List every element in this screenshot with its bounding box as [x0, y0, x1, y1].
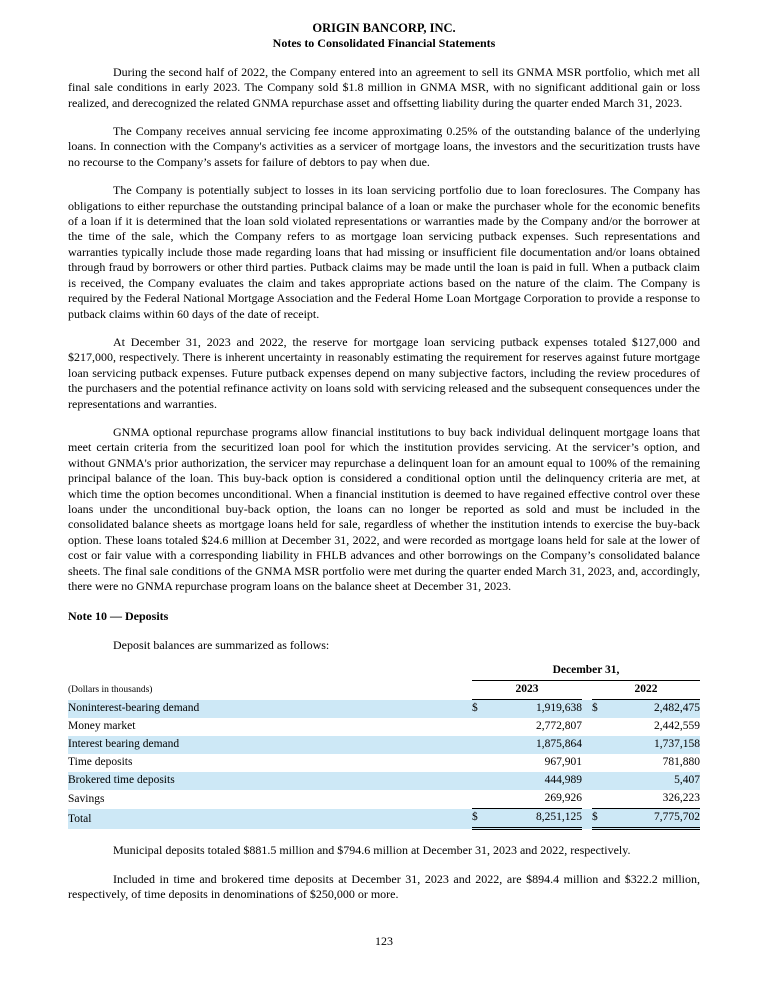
- total-value-2023: 8,251,125: [488, 809, 582, 829]
- value-2022: 781,880: [662, 756, 700, 769]
- paragraph-gnma-repurchase: GNMA optional repurchase programs allow financial institutions to buy back individual delinquent mortgage loans that meet certain criteria from the securitized loan pool for which the institution provides servicing. At the servicer’s option, and without GNMA's prior authorization, the servicer may repurchase a delinquent loan for an amount equal to 100% of the remaining principal balance of the loan. This buy-back option is considered a conditional option until the delinquency criteria are met, at which time the option becomes unconditional. When a financial institution is deemed to have regained effective control over these loans under the unconditional buy-back option, the loans can no longer be reported as sold and must be included in the consolidated balance sheets as mortgage loans held for sale, regardless of whether the institution intends to exercise the buy-back option. These loans totaled $24.6 million at December 31, 2022, and were recorded as mortgage loans held for sale at the lower of cost or fair value with a corresponding liability in FHLB advances and other borrowings on the Company’s consolidated balance sheets. The final sale conditions of the GNMA MSR portfolio were met during the quarter ended March 31, 2023, and, accordingly, there were no GNMA repurchase program loans on the balance sheet at December 31, 2023.: [68, 424, 700, 593]
- company-name: ORIGIN BANCORP, INC.: [312, 21, 456, 35]
- currency-symbol: [592, 772, 608, 790]
- value-2022: 326,223: [608, 790, 700, 809]
- row-label: Brokered time deposits: [68, 772, 472, 790]
- column-header-2022: 2022: [592, 681, 700, 700]
- currency-symbol: $: [472, 809, 488, 829]
- paragraph-putback-obligations: The Company is potentially subject to losses in its loan servicing portfolio due to loan foreclosures. The Company has obligations to either repurchase the outstanding principal balance of a loan or make the purchaser whole for the economic benefits of a loan if it is determined that the loan sold violated representations or warranties made by the Company and/or the borrower at the time of the sale, which the Company refers to as mortgage loan servicing putback expenses. Such representations and warranties typically include those made regarding loans that had missing or insufficient file documentation and/or loans obtained through fraud by borrowers or other third parties. Putback claims may be made until the loan is paid in full. When a putback claim is received, the Company evaluates the claim and takes appropriate actions based on the nature of the claim. The Company is required by the Federal National Mortgage Association and the Federal Home Loan Mortgage Corporation to provide a response to putback claims within 60 days of the date of receipt.: [68, 183, 700, 321]
- currency-symbol: [592, 718, 608, 736]
- paragraph-municipal-deposits: Municipal deposits totaled $881.5 million and $794.6 million at December 31, 2023 and 2022, respectively.: [113, 843, 631, 858]
- value-2023: 1,919,638: [488, 700, 582, 719]
- currency-symbol: [472, 754, 488, 772]
- table-row: [68, 772, 700, 790]
- note-heading: Note 10 — Deposits: [68, 609, 169, 624]
- currency-symbol: [472, 736, 488, 754]
- row-label: Time deposits: [68, 756, 133, 769]
- table-row: [68, 718, 700, 736]
- total-label: Total: [68, 809, 472, 829]
- value-2023: 967,901: [544, 756, 582, 769]
- table-row: [68, 790, 700, 809]
- table-intro: Deposit balances are summarized as follows:: [113, 637, 330, 652]
- table-total-row: [68, 809, 700, 829]
- paragraph-servicing-fee: The Company receives annual servicing fee income approximating 0.25% of the outstanding balance of the underlying loans. In connection with the Company's activities as a servicer of mortgage loans, the investors and the securitization trusts have no recourse to the Company’s assets for failure of debtors to pay when due.: [68, 124, 700, 169]
- currency-symbol: [592, 736, 608, 754]
- currency-symbol: $: [472, 700, 488, 719]
- currency-symbol: [472, 772, 488, 790]
- table-row: [68, 700, 700, 719]
- currency-symbol: [472, 790, 488, 809]
- paragraph-gnma-sale: During the second half of 2022, the Company entered into an agreement to sell its GNMA MSR portfolio, which met all final sale conditions in early 2023. The Company sold $1.8 million in GNMA MSR, with no significant additional gain or loss realized, and derecognized the related GNMA repurchase asset and offsetting liability during the quarter ended March 31, 2023.: [68, 64, 700, 110]
- currency-symbol: [592, 754, 608, 772]
- value-2022: 1,737,158: [608, 736, 700, 754]
- table-date-row: [68, 662, 700, 681]
- currency-symbol: [472, 718, 488, 736]
- date-header: December 31,: [472, 662, 700, 681]
- deposits-table: [68, 662, 700, 830]
- page-number: 123: [375, 933, 393, 948]
- value-2023: 1,875,864: [488, 736, 582, 754]
- table-year-row: [68, 681, 700, 700]
- row-label: Interest bearing demand: [68, 736, 472, 754]
- document-header: [68, 21, 700, 52]
- row-label: Money market: [68, 720, 136, 733]
- total-value-2022: 7,775,702: [608, 809, 700, 829]
- value-2022: 2,482,475: [608, 700, 700, 719]
- value-2022: 2,442,559: [654, 720, 700, 733]
- column-header-2023: 2023: [472, 681, 582, 700]
- row-label: Noninterest-bearing demand: [68, 700, 472, 719]
- currency-symbol: [592, 790, 608, 809]
- currency-symbol: $: [592, 700, 608, 719]
- paragraph-putback-reserve: At December 31, 2023 and 2022, the reserve for mortgage loan servicing putback expenses totaled $127,000 and $217,000, respectively. There is inherent uncertainty in reasonably estimating the requirement for reserves against future mortgage loan servicing putback expenses. Future putback expenses depend on many subjective factors, including the review procedures of the purchasers and the potential refinance activity on loans sold with servicing released and the subsequent consequences under the representations and warranties.: [68, 334, 700, 411]
- row-label: Savings: [68, 792, 105, 805]
- paragraph-time-deposits: Included in time and brokered time deposits at December 31, 2023 and 2022, are $894.4 million and $322.2 million, respectively, of time deposits in denominations of $250,000 or more.: [68, 871, 700, 902]
- table-row: [68, 736, 700, 754]
- units-label: (Dollars in thousands): [68, 684, 153, 695]
- value-2023: 2,772,807: [536, 720, 582, 733]
- table-row: [68, 754, 700, 772]
- value-2022: 5,407: [608, 772, 700, 790]
- currency-symbol: $: [592, 809, 608, 829]
- value-2023: 269,926: [488, 790, 582, 809]
- document-title: Notes to Consolidated Financial Statements: [272, 36, 496, 51]
- value-2023: 444,989: [488, 772, 582, 790]
